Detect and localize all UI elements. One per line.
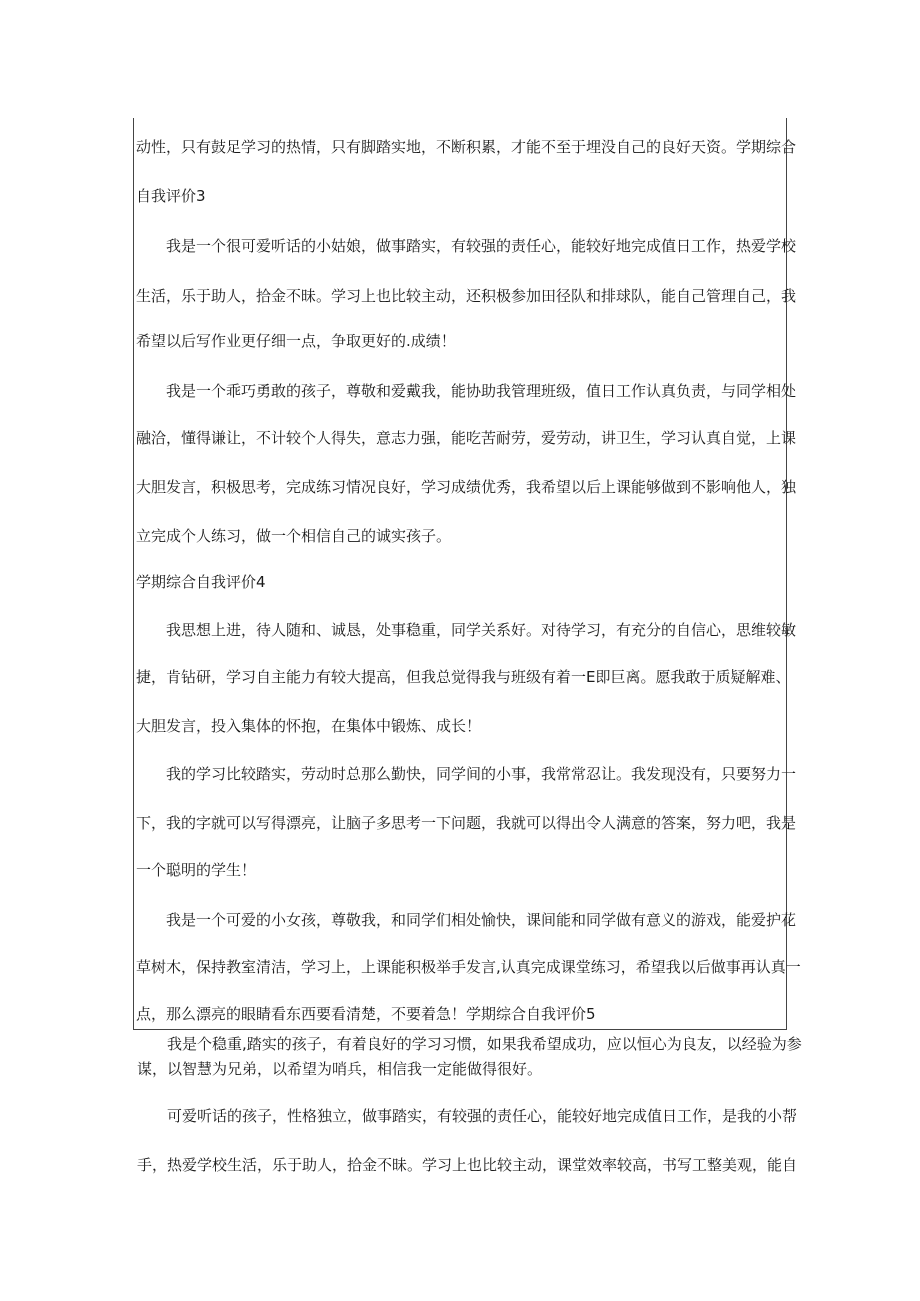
paragraph-line: 我思想上进，待人随和、诚恳，处事稳重，同学关系好。对待学习，有充分的自信心，思维较敏: [166, 621, 797, 639]
paragraph-line: 下，我的字就可以写得漂亮，让脑子多思考一下问题，我就可以得出令人满意的答案，努力吧，我是: [136, 814, 797, 832]
paragraph-line: 大胆发言，投入集体的怀抱，在集体中锻炼、成长！: [136, 717, 482, 735]
section-heading: 自我评价3: [136, 187, 206, 205]
paragraph-line: 谋，以智慧为兄弟，以希望为哨兵，相信我一定能做得很好。: [137, 1060, 543, 1078]
paragraph-line: 我的学习比较踏实，劳动时总那么勤快，同学间的小事，我常常忍让。我发现没有，只要努力一: [166, 765, 797, 783]
paragraph-line: 融洽，懂得谦让，不计较个人得失，意志力强，能吃苦耐劳，爱劳动，讲卫生，学习认真自觉，上课: [136, 429, 797, 447]
paragraph-line: 生活，乐于助人，拾金不昧。学习上也比较主动，还积极参加田径队和排球队，能自己管理自己，我: [136, 287, 797, 305]
paragraph-line: 点，那么漂亮的眼睛看东西要看清楚，不要着急！学期综合自我评价5: [136, 1005, 596, 1023]
paragraph-line: 希望以后写作业更仔细一点，争取更好的.成绩！: [136, 332, 456, 350]
paragraph-line: 大胆发言，积极思考，完成练习情况良好，学习成绩优秀，我希望以后上课能够做到不影响他人，独: [136, 478, 797, 496]
paragraph-line: 我是一个可爱的小女孩，尊敬我，和同学们相处愉快，课间能和同学做有意义的游戏，能爱护花: [166, 911, 797, 929]
paragraph-line: 捷，肯钻研，学习自主能力有较大提高，但我总觉得我与班级有着一E即巨离。愿我敢于质疑解难、: [136, 668, 791, 686]
section-heading: 学期综合自我评价4: [136, 573, 266, 591]
paragraph-line: 我是个稳重,踏实的孩子，有着良好的学习习惯，如果我希望成功，应以恒心为良友，以经验为参: [167, 1035, 802, 1053]
paragraph-line: 动性，只有鼓足学习的热情，只有脚踏实地，不断积累，才能不至于埋没自己的良好天资。学期综合: [136, 138, 797, 156]
paragraph-line: 草树木，保持教室清洁，学习上，上课能积极举手发言,认真完成课堂练习，希望我以后做事再认真一: [136, 958, 801, 976]
paragraph-line: 立完成个人练习，做一个相信自己的诚实孩子。: [136, 527, 452, 545]
paragraph-line: 我是一个乖巧勇敢的孩子，尊敬和爱戴我，能协助我管理班级，值日工作认真负责，与同学相处: [166, 382, 797, 400]
paragraph-line: 一个聪明的学生！: [136, 861, 257, 879]
paragraph-line: 可爱听话的孩子，性格独立，做事踏实，有较强的责任心，能较好地完成值日工作，是我的小帮: [167, 1107, 798, 1125]
paragraph-line: 我是一个很可爱听话的小姑娘，做事踏实，有较强的责任心，能较好地完成值日工作，热爱学校: [166, 237, 797, 255]
paragraph-line: 手，热爱学校生活，乐于助人，拾金不昧。学习上也比较主动，课堂效率较高，书写工整美观，能自: [137, 1156, 798, 1174]
